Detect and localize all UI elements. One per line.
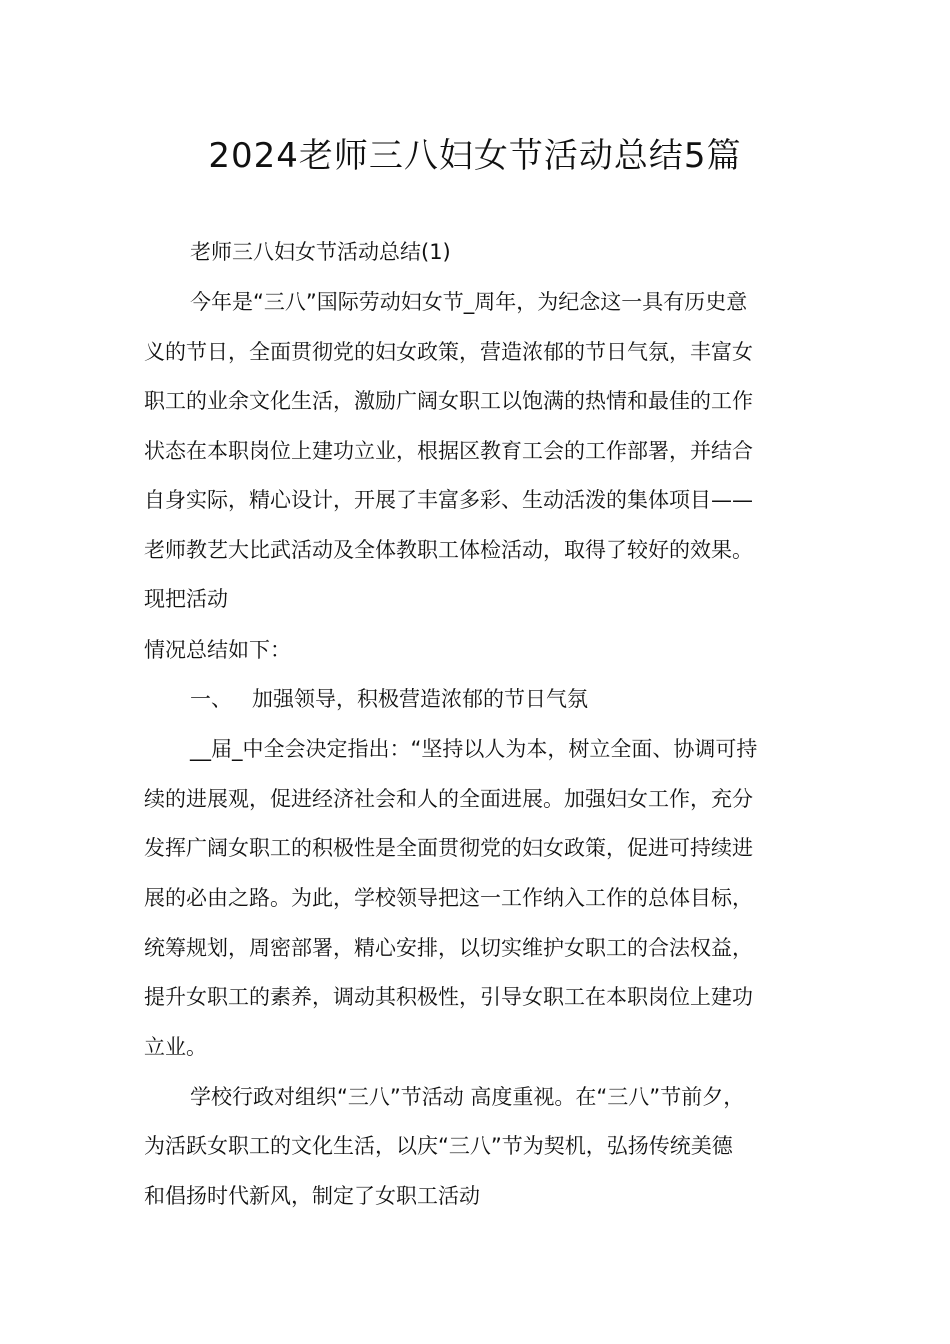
heading-number: 一、 [190, 687, 232, 711]
paragraph-line: __届_中全会决定指出：“坚持以人为本，树立全面、协调可持 [190, 737, 758, 761]
paragraph-line: 为活跃女职工的文化生活，以庆“三八”节为契机，弘扬传统美德 [144, 1134, 733, 1158]
paragraph-line: 续的进展观，促进经济社会和人的全面进展。加强妇女工作，充分 [144, 787, 753, 811]
paragraph-line: 职工的业余文化生活，激励广阔女职工以饱满的热情和最佳的工作 [144, 389, 753, 413]
paragraph-line: 和倡扬时代新风，制定了女职工活动 [144, 1184, 480, 1208]
paragraph-line: 情况总结如下： [144, 638, 291, 662]
paragraph-line: 自身实际，精心设计，开展了丰富多彩、生动活泼的集体项目—— [144, 488, 753, 512]
paragraph-line: 提升女职工的素养，调动其积极性，引导女职工在本职岗位上建功 [144, 985, 753, 1009]
document-title: 2024老师三八妇女节活动总结5篇 [208, 136, 742, 176]
paragraph-line: 展的必由之路。为此，学校领导把这一工作纳入工作的总体目标， [144, 886, 753, 910]
paragraph-line: 今年是“三八”国际劳动妇女节_周年，为纪念这一具有历史意 [190, 290, 748, 314]
paragraph-line: 发挥广阔女职工的积极性是全面贯彻党的妇女政策，促进可持续进 [144, 836, 753, 860]
section-subtitle: 老师三八妇女节活动总结(1) [190, 240, 451, 264]
paragraph-line: 统筹规划，周密部署，精心安排，以切实维护女职工的合法权益， [144, 936, 753, 960]
paragraph-line: 老师教艺大比武活动及全体教职工体检活动，取得了较好的效果。 [144, 538, 753, 562]
paragraph-line: 义的节日，全面贯彻党的妇女政策，营造浓郁的节日气氛，丰富女 [144, 340, 753, 364]
paragraph-line: 立业。 [144, 1035, 207, 1059]
paragraph-line: 状态在本职岗位上建功立业，根据区教育工会的工作部署，并结合 [144, 439, 753, 463]
paragraph-line: 现把活动 [144, 587, 228, 611]
section-heading [190, 684, 588, 714]
heading-text: 加强领导，积极营造浓郁的节日气氛 [252, 687, 588, 711]
paragraph-line: 学校行政对组织“三八”节活动 高度重视。在“三八”节前夕， [190, 1085, 745, 1109]
